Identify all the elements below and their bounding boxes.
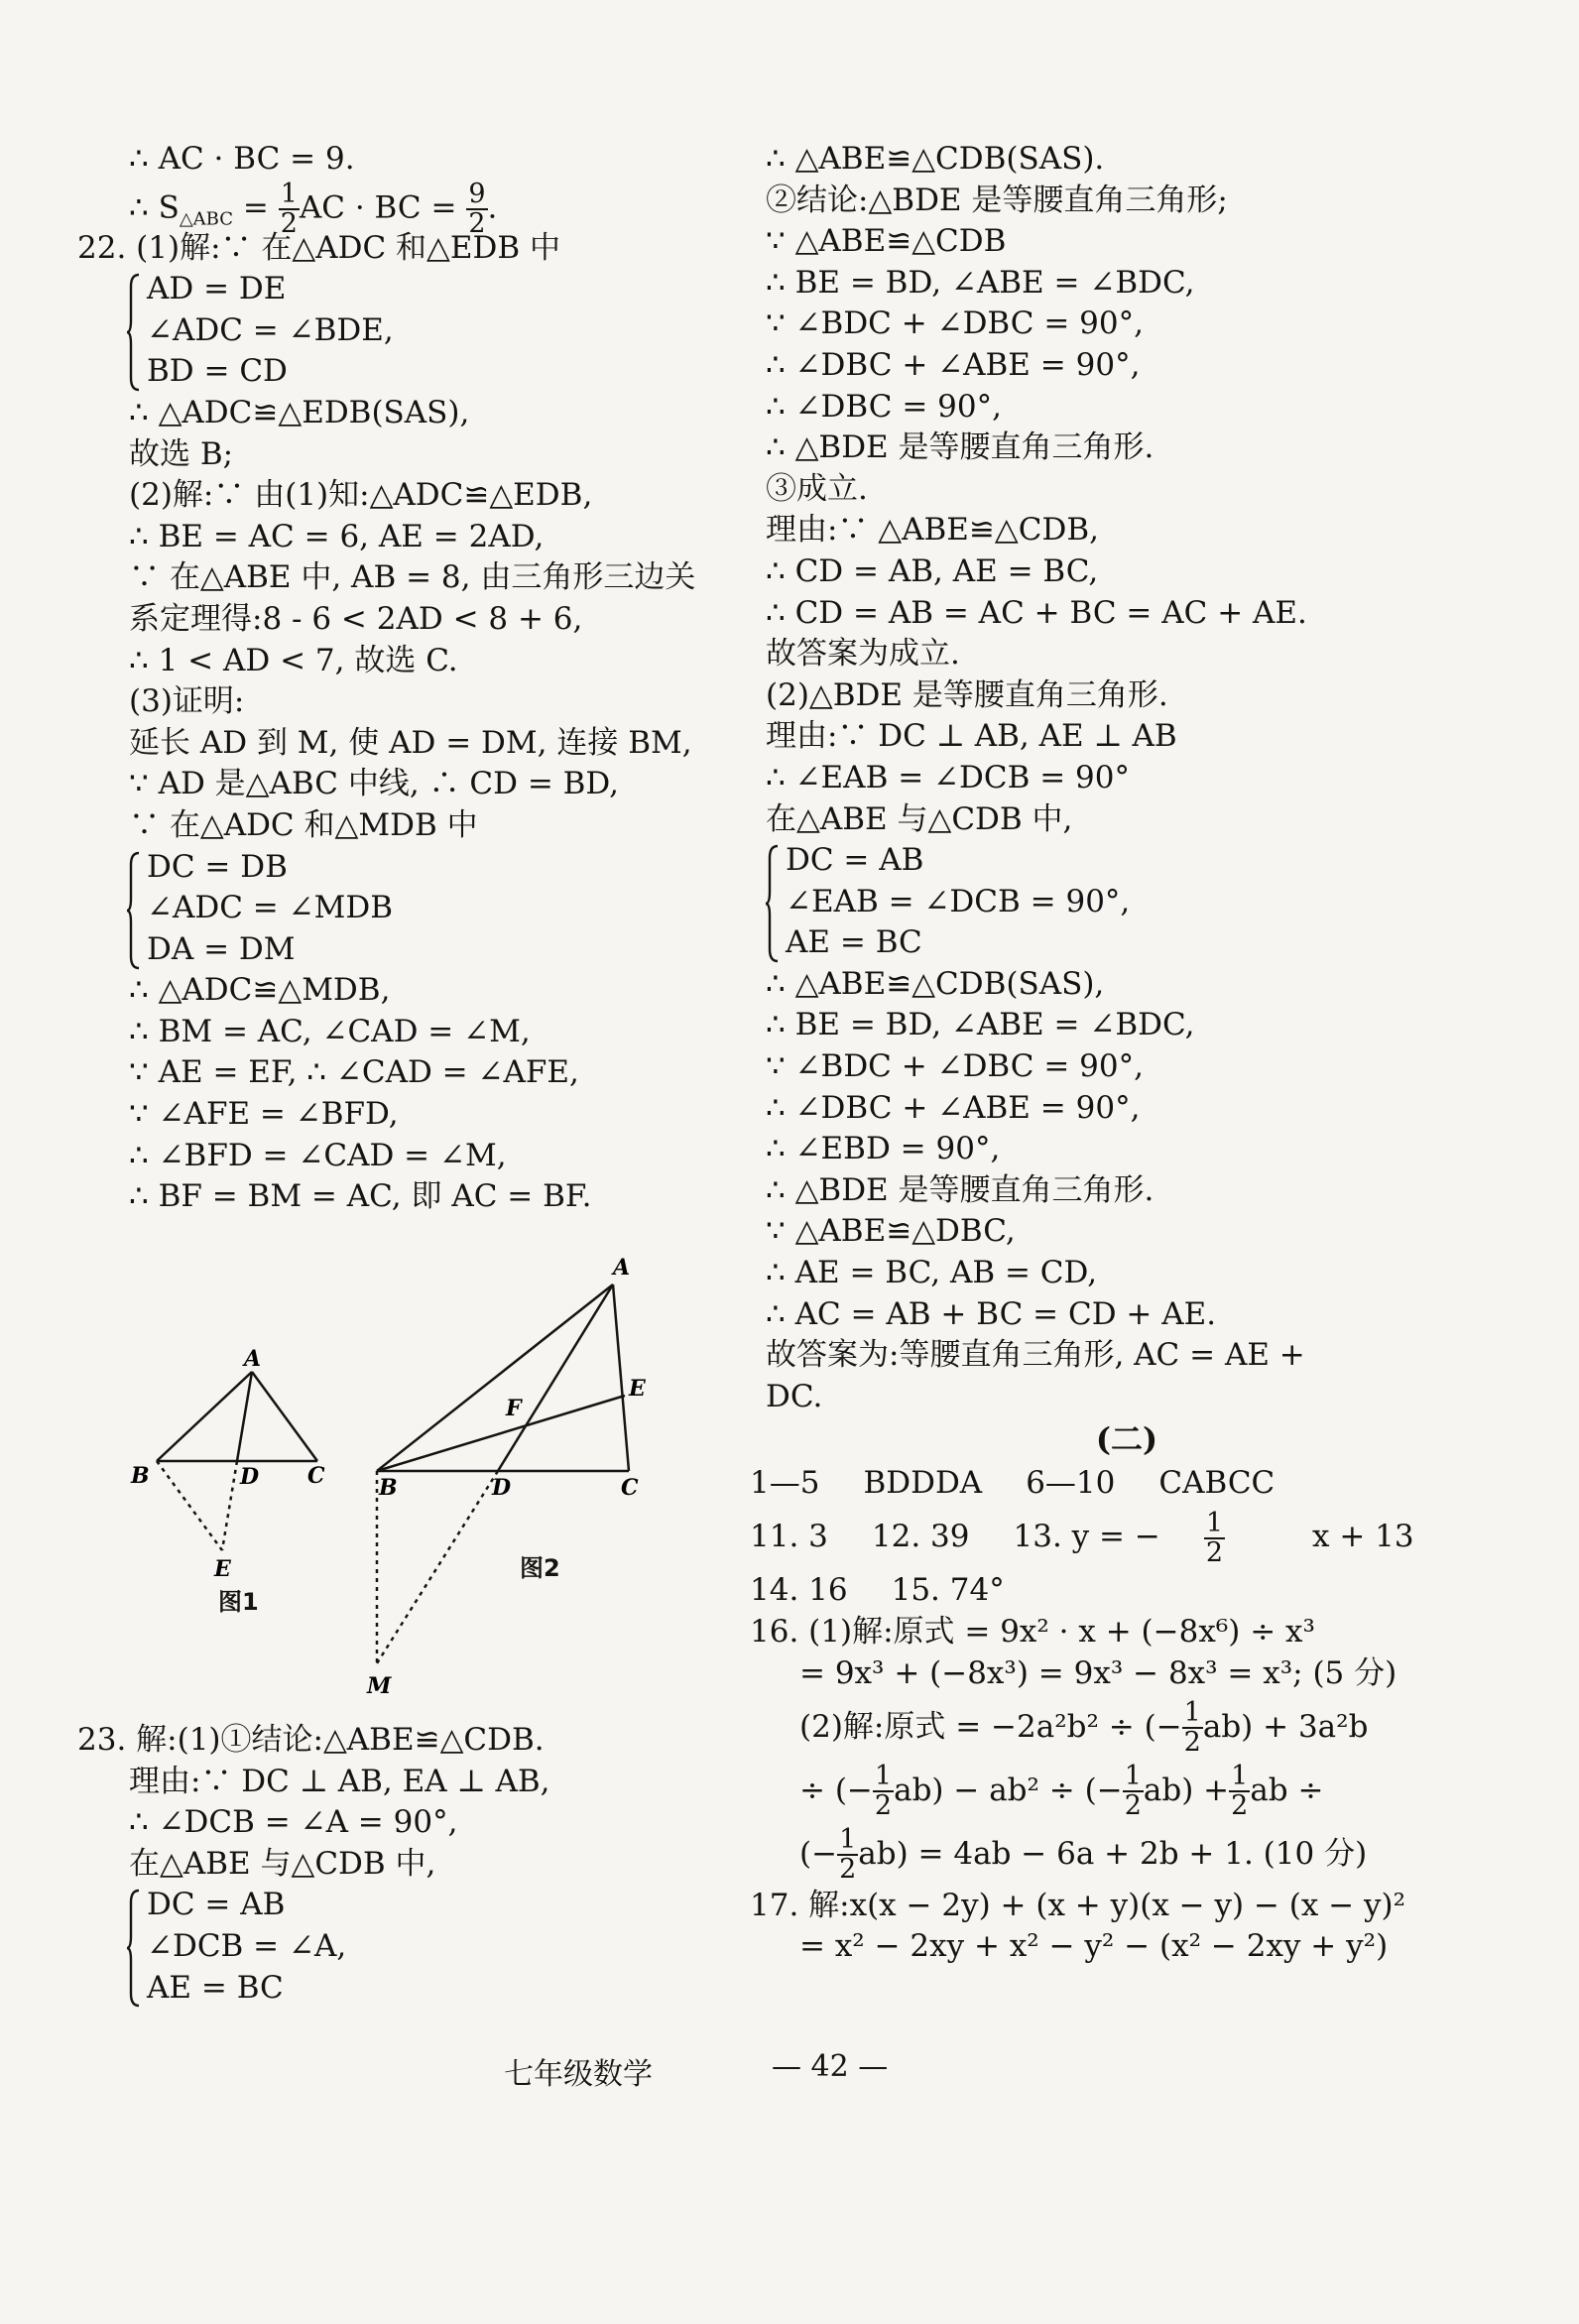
page-number: — 42 — bbox=[772, 2049, 889, 2084]
left-column bbox=[77, 139, 762, 1218]
text-line: ∴ AC · BC = 9. bbox=[129, 141, 355, 177]
text-line: ∴ ∠DBC + ∠ABE = 90°, bbox=[766, 346, 1141, 383]
system-line: ∠EAB = ∠DCB = 90°, bbox=[786, 883, 1131, 919]
text-line: 理由:∵ DC ⊥ AB, AE ⊥ AB bbox=[766, 718, 1177, 755]
text-line: ∴ ∠EBD = 90°, bbox=[766, 1131, 1001, 1167]
text-line: ∵ △ABE≌△DBC, bbox=[766, 1213, 1016, 1250]
answer-row: 11. 3 12. 39 13. y = − $\frac{1}{2}$ x + 13 bbox=[750, 1507, 1414, 1568]
brace-icon bbox=[127, 851, 141, 970]
text-line: ③成立. bbox=[766, 470, 868, 507]
fraction: $\frac{1}{2}$ bbox=[1231, 1761, 1249, 1822]
point-label: B bbox=[131, 1463, 150, 1489]
text-line: ∵ AE = EF, ∴ ∠CAD = ∠AFE, bbox=[129, 1054, 579, 1091]
text-line: ∴ ∠EAB = ∠DCB = 90° bbox=[766, 759, 1130, 795]
question-23-block bbox=[77, 1720, 762, 2009]
system-line: DC = AB bbox=[147, 1887, 286, 1923]
brace-icon bbox=[766, 844, 780, 963]
system-line: DC = DB bbox=[147, 848, 288, 885]
system-line: DC = AB bbox=[786, 842, 924, 879]
text-line: ∴ AC = AB + BC = CD + AE. bbox=[766, 1295, 1217, 1332]
text-line: ∵ 在△ABE 中, AB = 8, 由三角形三边关 bbox=[129, 559, 696, 596]
text-line: ∴ △ADC≌△MDB, bbox=[129, 972, 391, 1009]
text-line: ∴ ∠BFD = ∠CAD = ∠M, bbox=[129, 1137, 507, 1173]
text-line: ∴ △ABE≌△CDB(SAS). bbox=[766, 141, 1105, 177]
point-label: A bbox=[613, 1255, 631, 1281]
brace-icon bbox=[127, 273, 141, 392]
text-line: ∴ ∠DCB = ∠A = 90°, bbox=[129, 1804, 458, 1841]
point-label: D bbox=[492, 1475, 512, 1501]
answer-row: 14. 16 15. 74° bbox=[750, 1572, 1005, 1609]
text-line: ∴ △ADC≌△EDB(SAS), bbox=[129, 394, 470, 430]
point-label: D bbox=[240, 1464, 260, 1490]
text-line: 在△ABE 与△CDB 中, bbox=[129, 1845, 436, 1882]
question-17-line: 17. 解:x(x − 2y) + (x + y)(x − y) − (x − y)² bbox=[750, 1887, 1406, 1923]
text-line: ∴ BE = AC = 6, AE = 2AD, bbox=[129, 518, 545, 554]
figure-1 bbox=[119, 1344, 357, 1616]
point-label: E bbox=[629, 1376, 646, 1402]
fraction: $\frac{1}{2}$ bbox=[839, 1824, 857, 1886]
text-line: 系定理得:8 - 6 < 2AD < 8 + 6, bbox=[129, 600, 583, 637]
figure-2-diagram bbox=[357, 1245, 674, 1711]
text-line: ∵ AD 是△ABC 中线, ∴ CD = BD, bbox=[129, 766, 620, 802]
question-22-heading: 22. (1)解:∵ 在△ADC 和△EDB 中 bbox=[77, 229, 560, 266]
text-line: ∴ BM = AC, ∠CAD = ∠M, bbox=[129, 1013, 531, 1049]
system-line: DA = DM bbox=[147, 930, 296, 967]
fraction: $\frac{9}{2}$ bbox=[468, 178, 486, 239]
question-23-heading: 23. 解:(1)①结论:△ABE≌△CDB. bbox=[77, 1722, 545, 1758]
text-line: 延长 AD 到 M, 使 AD = DM, 连接 BM, bbox=[129, 724, 692, 761]
fraction: $\frac{1}{2}$ bbox=[1205, 1507, 1224, 1568]
text-line: (2)解:原式 = −2a²b² ÷ (− $\frac{1}{2}$ ab) + 3a²b bbox=[799, 1697, 1369, 1759]
text-line: ∴ △ABE≌△CDB(SAS), bbox=[766, 965, 1105, 1002]
text-line: (2)解:∵ 由(1)知:△ADC≌△EDB, bbox=[129, 477, 593, 514]
text-line: ∵ △ABE≌△CDB bbox=[766, 223, 1007, 260]
system-line: AE = BC bbox=[786, 924, 922, 961]
text-line: ∴ BE = BD, ∠ABE = ∠BDC, bbox=[766, 1007, 1195, 1043]
system-line: AD = DE bbox=[147, 271, 287, 307]
equation-system bbox=[77, 1885, 762, 2009]
text-line: 在△ABE 与△CDB 中, bbox=[766, 800, 1073, 837]
text-line: ∵ 在△ADC 和△MDB 中 bbox=[129, 806, 478, 843]
text-line: ∴ BE = BD, ∠ABE = ∠BDC, bbox=[766, 264, 1195, 301]
text-line: ∴ BF = BM = AC, 即 AC = BF. bbox=[129, 1178, 592, 1215]
fraction: $\frac{1}{2}$ bbox=[874, 1761, 893, 1822]
section-title: (二) bbox=[1095, 1420, 1158, 1459]
text-line: 理由:∵ DC ⊥ AB, EA ⊥ AB, bbox=[129, 1763, 550, 1799]
text-line: = 9x³ + (−8x³) = 9x³ − 8x³ = x³; (5 分) bbox=[799, 1655, 1397, 1691]
text-line: (− $\frac{1}{2}$ ab) = 4ab − 6a + 2b + 1. (10 分) bbox=[799, 1824, 1368, 1886]
text-line: (2)△BDE 是等腰直角三角形. bbox=[766, 676, 1168, 713]
text-line: (3)证明: bbox=[129, 683, 245, 720]
figure-2 bbox=[357, 1245, 674, 1711]
figure-1-diagram bbox=[119, 1344, 357, 1612]
system-line: ∠DCB = ∠A, bbox=[147, 1927, 347, 1964]
point-label: A bbox=[244, 1346, 262, 1372]
text-line: = x² − 2xy + x² − y² − (x² − 2xy + y²) bbox=[799, 1928, 1389, 1965]
point-label: M bbox=[367, 1673, 392, 1699]
answer-row: 1—5 BDDDA 6—10 CABCC bbox=[750, 1465, 1275, 1502]
area-formula-line: ∴ $S_{\triangle ABC}$ = $\frac{1}{2}$ AC · BC = $\frac{9}{2}$ . bbox=[129, 178, 498, 239]
text-line: ②结论:△BDE 是等腰直角三角形; bbox=[766, 182, 1228, 218]
system-line: ∠ADC = ∠MDB bbox=[147, 890, 393, 926]
text-line: ∴ ∠DBC + ∠ABE = 90°, bbox=[766, 1089, 1141, 1126]
point-label: C bbox=[307, 1463, 325, 1489]
point-label: F bbox=[506, 1396, 522, 1421]
point-label: C bbox=[621, 1475, 639, 1501]
text-line: 故选 B; bbox=[129, 435, 234, 472]
fraction: $\frac{1}{2}$ bbox=[280, 178, 298, 239]
equation-system bbox=[77, 269, 762, 393]
text-line: ÷ (− $\frac{1}{2}$ ab) − ab² ÷ (− $\frac{1}{2}$ ab) + $\frac{1}{2}$ ab ÷ bbox=[799, 1761, 1324, 1822]
text-line: ∴ AE = BC, AB = CD, bbox=[766, 1255, 1098, 1291]
text-line: 故答案为成立. bbox=[766, 636, 960, 673]
text-line: DC. bbox=[766, 1378, 823, 1414]
figure-caption: 图1 bbox=[218, 1588, 259, 1616]
text-line: ∴ 1 < AD < 7, 故选 C. bbox=[129, 642, 458, 678]
point-label: B bbox=[379, 1475, 398, 1501]
text-line: ∵ ∠AFE = ∠BFD, bbox=[129, 1096, 399, 1133]
question-16-line: 16. (1)解:原式 = 9x² · x + (−8x⁶) ÷ x³ bbox=[750, 1614, 1315, 1651]
text-line: ∴ ∠DBC = 90°, bbox=[766, 388, 1002, 425]
subject-label: 七年级数学 bbox=[504, 2057, 653, 2092]
fraction: $\frac{1}{2}$ bbox=[1124, 1761, 1142, 1822]
text-line: ∵ ∠BDC + ∠DBC = 90°, bbox=[766, 1048, 1144, 1085]
point-label: E bbox=[214, 1556, 231, 1582]
equation-system bbox=[77, 847, 762, 971]
text-line: ∴ CD = AB = AC + BC = AC + AE. bbox=[766, 594, 1307, 631]
text-line: ∴ CD = AB, AE = BC, bbox=[766, 552, 1099, 589]
text-line: ∴ △BDE 是等腰直角三角形. bbox=[766, 1171, 1154, 1208]
figure-caption: 图2 bbox=[520, 1554, 560, 1582]
text-line: 故答案为:等腰直角三角形, AC = AE + bbox=[766, 1337, 1305, 1374]
brace-icon bbox=[127, 1889, 141, 2008]
system-line: AE = BC bbox=[147, 1969, 284, 2006]
right-column bbox=[750, 139, 1543, 1968]
text-line: ∵ ∠BDC + ∠DBC = 90°, bbox=[766, 306, 1144, 342]
text-line: 理由:∵ △ABE≌△CDB, bbox=[766, 512, 1099, 549]
equation-system bbox=[750, 840, 1543, 964]
system-line: BD = CD bbox=[147, 353, 288, 390]
text-line: ∴ △BDE 是等腰直角三角形. bbox=[766, 429, 1154, 466]
fraction: $\frac{1}{2}$ bbox=[1183, 1697, 1201, 1759]
system-line: ∠ADC = ∠BDE, bbox=[147, 311, 394, 348]
